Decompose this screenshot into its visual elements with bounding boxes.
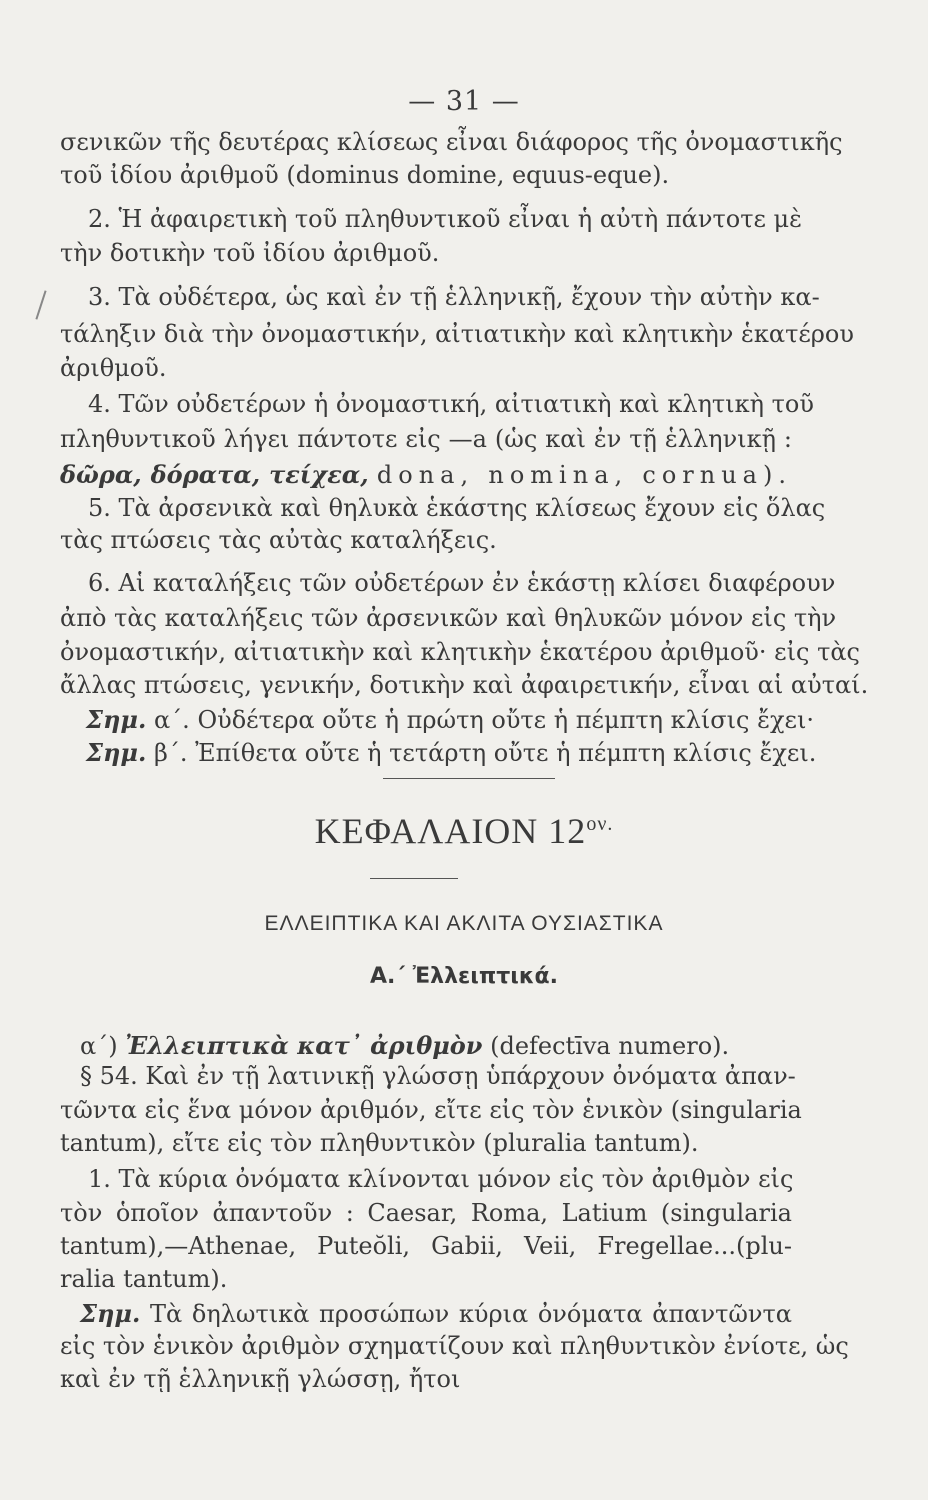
text-line: ἀριθμοῦ. [60,354,167,382]
text-line [60,458,792,492]
divider-rule [383,778,555,779]
section-heading: Α.΄ Ἐλλειπτικά. [370,964,558,989]
text-line: ralia tantum). [60,1265,228,1293]
text-line: 6. Αἱ καταλήξεις τῶν οὐδετέρων ἐν ἑκάστῃ κλίσει διαφέρουν [88,569,836,597]
page-number: — 31 — [408,86,520,117]
text-line: 2. Ἡ ἀφαιρετικὴ τοῦ πληθυντικοῦ εἶναι ἡ αὐτὴ πάντοτε μὲ [88,205,803,233]
text-line: 3. Τὰ οὐδέτερα, ὡς καὶ ἐν τῇ ἑλληνικῇ, ἔχουν τὴν αὐτὴν κα- [88,283,820,311]
note-line [86,703,814,737]
text-line: 4. Τῶν οὐδετέρων ἡ ὀνομαστική, αἰτιατικὴ καὶ κλητικὴ τοῦ [88,390,814,418]
note-label: Σημ. [86,705,147,734]
latin-examples: dona, nomina, cornua). [376,461,792,489]
text-line: τὸν ὁποῖον ἀπαντοῦν : Caesar, Roma, Latium (singularia [60,1199,792,1227]
subsection-heading [80,1029,792,1063]
greek-examples: δῶρα, δόρατα, τείχεα, [60,460,369,489]
text-line: ὀνομαστικήν, αἰτιατικὴν καὶ κλητικὴν ἑκατέρου ἀριθμοῦ· εἰς τὰς [60,638,860,666]
text-line: σενικῶν τῆς δευτέρας κλίσεως εἶναι διάφορος τῆς ὀνομαστικῆς [60,128,843,156]
text-line: 5. Τὰ ἀρσενικὰ καὶ θηλυκὰ ἑκάστης κλίσεως ἔχουν εἰς ὅλας [88,494,826,522]
text-line: tantum), εἴτε εἰς τὸν πληθυντικὸν (pluralia tantum). [60,1129,699,1157]
text-line: ἀπὸ τὰς καταλήξεις τῶν ἀρσενικῶν καὶ θηλυκῶν μόνον εἰς τὴν [60,604,837,632]
text-line: § 54. Καὶ ἐν τῇ λατινικῇ γλώσσῃ ὑπάρχουν ὀνόματα ἀπαν- [80,1062,796,1090]
subsection-latin: (defectīva numero). [482,1032,730,1060]
subsection-label: α΄) [80,1032,126,1060]
text-line: τὰς πτώσεις τὰς αὐτὰς καταλήξεις. [60,526,497,554]
note-label: Σημ. [80,1299,141,1328]
text-line: καὶ ἐν τῇ ἑλληνικῇ γλώσσῃ, ἤτοι [60,1365,461,1393]
text-line: πληθυντικοῦ λήγει πάντοτε εἰς —a (ὡς καὶ ἐν τῇ ἑλληνικῇ : [60,425,792,453]
note-text: α΄. Οὐδέτερα οὔτε ἡ πρώτη οὔτε ἡ πέμπτη κλίσις ἔχει· [146,706,814,734]
text-line: τοῦ ἰδίου ἀριθμοῦ (dominus domine, equus-eque). [60,161,670,189]
chapter-heading [0,810,928,852]
text-line: εἰς τὸν ἑνικὸν ἀριθμὸν σχηματίζουν καὶ πληθυντικὸν ἐνίοτε, ὡς [60,1332,849,1360]
chapter-title: ΚΕΦΑΛΑΙΟΝ 12 [314,811,587,851]
text-line: τὴν δοτικὴν τοῦ ἰδίου ἀριθμοῦ. [60,239,440,267]
text-line: tantum),—Athenae, Puteŏli, Gabii, Veii, Fregellae...(plu- [60,1232,792,1260]
chapter-subtitle: ΕΛΛΕΙΠΤΙΚΑ ΚΑΙ ΑΚΛΙΤΑ ΟΥΣΙΑΣΤΙΚΑ [264,912,664,935]
text-line: τάληξιν διὰ τὴν ὀνομαστικήν, αἰτιατικὴν καὶ κλητικὴν ἑκατέρου [60,320,854,348]
text-line: 1. Τὰ κύρια ὀνόματα κλίνονται μόνον εἰς τὸν ἀριθμὸν εἰς [88,1165,794,1193]
note-label: Σημ. [86,738,147,767]
note-line [86,736,817,770]
divider-rule [370,878,458,879]
note-text: Τὰ δηλωτικὰ προσώπων κύρια ὀνόματα ἀπαντῶντα [140,1300,792,1328]
margin-pencil-mark [35,290,46,319]
note-line [80,1297,792,1331]
text-line: ἄλλας πτώσεις, γενικήν, δοτικὴν καὶ ἀφαιρετικήν, εἶναι αἱ αὐταί. [60,671,869,699]
note-text: β΄. Ἐπίθετα οὔτε ἡ τετάρτη οὔτε ἡ πέμπτη κλίσις ἔχει. [146,739,817,767]
text-line: τῶντα εἰς ἕνα μόνον ἀριθμόν, εἴτε εἰς τὸν ἑνικὸν (singularia [60,1096,802,1124]
chapter-suffix: ον. [586,813,614,835]
subsection-greek: Ἐλλειπτικὰ κατ᾿ ἀριθμὸν [125,1031,483,1060]
